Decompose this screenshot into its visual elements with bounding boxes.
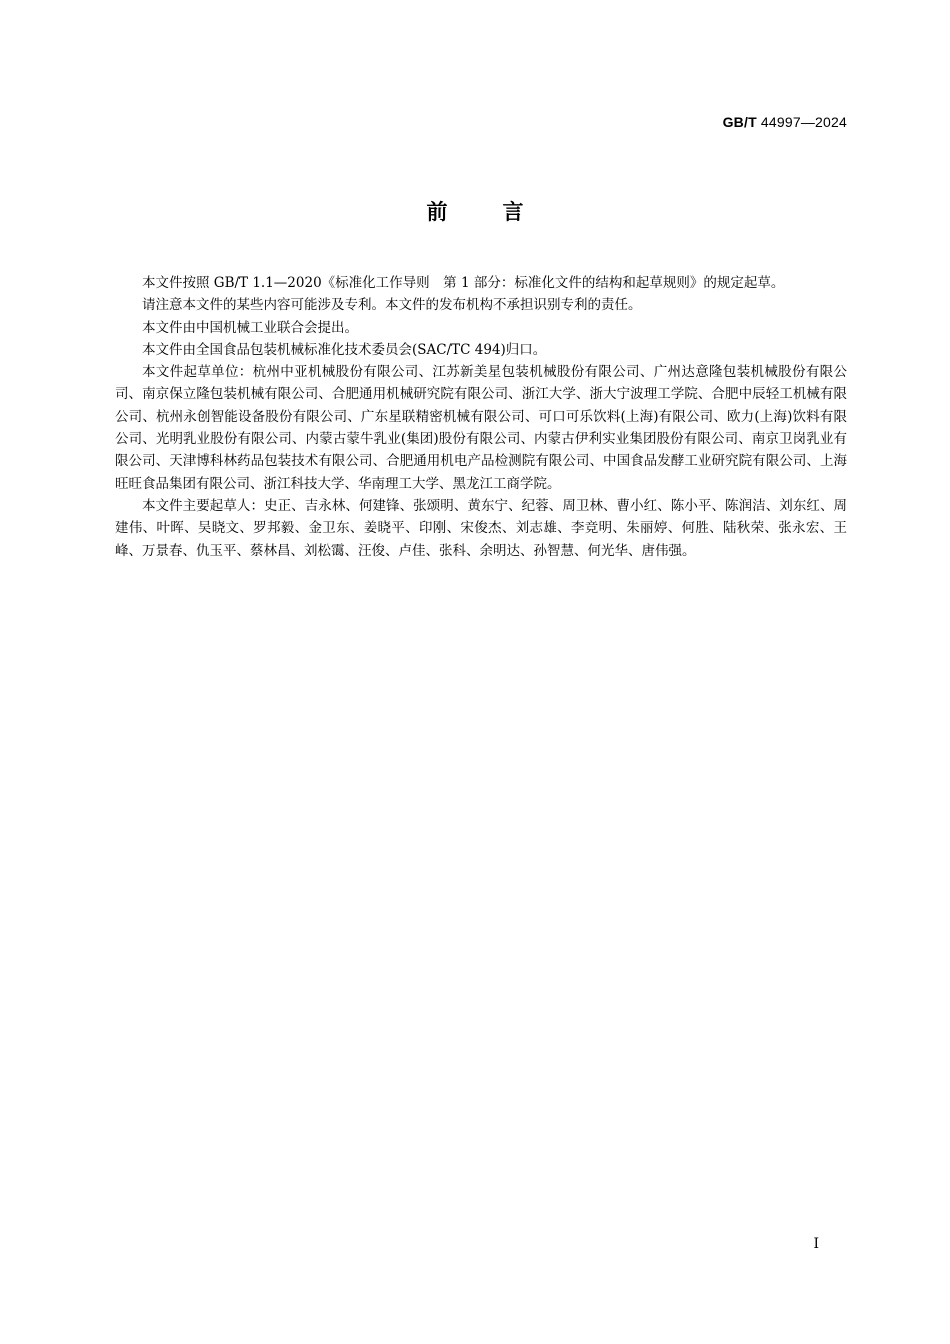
paragraph-drafting-organizations: 本文件起草单位：杭州中亚机械股份有限公司、江苏新美星包装机械股份有限公司、广州达意隆包装机械股份有限公司、南京保立隆包装机械有限公司、合肥通用机械研究院有限公司、浙江大学、浙大宁波理工学院、合肥中辰轻工机械有限公司、杭州永创智能设备股份有限公司、广东星联精密机械有限公司、可口可乐饮料(上海)有限公司、欧力(上海)饮料有限公司、光明乳业股份有限公司、内蒙古蒙牛乳业(集团)股份有限公司、内蒙古伊利实业集团股份有限公司、南京卫岗乳业有限公司、天津博科林药品包装技术有限公司、合肥通用机电产品检测院有限公司、中国食品发酵工业研究院有限公司、上海旺旺食品集团有限公司、浙江科技大学、华南理工大学、黑龙江工商学院。: [115, 364, 847, 492]
paragraph-proposer: 本文件由中国机械工业联合会提出。: [142, 319, 358, 336]
paragraph-patent-notice: 请注意本文件的某些内容可能涉及专利。本文件的发布机构不承担识别专利的责任。: [142, 297, 642, 314]
paragraph-technical-committee: 本文件由全国食品包装机械标准化技术委员会(SAC/TC 494)归口。: [142, 341, 547, 358]
foreword-body: [115, 272, 847, 562]
paragraph-drafting-rules: 本文件按照 GB/T 1.1—2020《标准化工作导则 第 1 部分：标准化文件的结构和起草规则》的规定起草。: [142, 275, 785, 291]
standard-code: [723, 114, 847, 130]
page-number: I: [813, 1236, 819, 1252]
paragraph-main-drafters: 本文件主要起草人：史正、吉永林、何建锋、张颂明、黄东宁、纪蓉、周卫林、曹小红、陈小平、陈润洁、刘东红、周建伟、叶晖、吴晓文、罗邦毅、金卫东、姜晓平、印刚、宋俊杰、刘志雄、李竞明、朱丽婷、何胜、陆秋荣、张永宏、王峰、万景春、仇玉平、蔡林昌、刘松霭、汪俊、卢佳、张科、余明达、孙智慧、何光华、唐伟强。: [115, 497, 847, 559]
standard-prefix: GB/T: [722, 114, 757, 130]
page-title: 前言: [426, 200, 579, 224]
standard-number: 44997—2024: [760, 114, 847, 130]
